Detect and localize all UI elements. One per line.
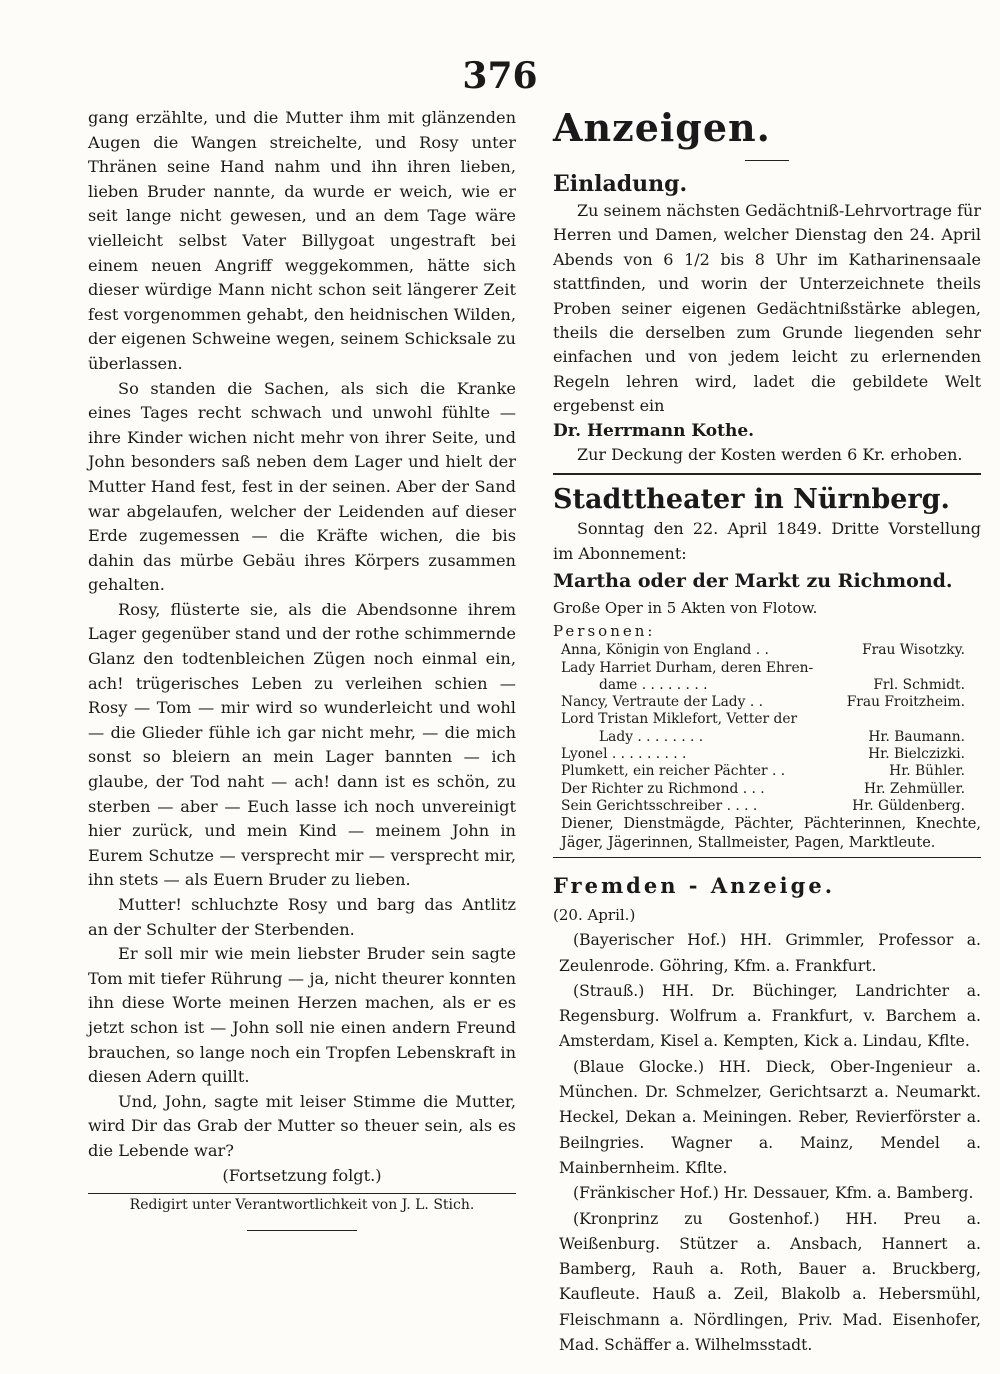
cast-row [553,711,981,728]
cast-row [553,642,981,659]
fremden-divider [553,857,981,858]
cast-role: dame . . . . . . . . [599,676,708,693]
cast-actor [965,711,981,728]
end-divider [247,1230,357,1231]
story-paragraph-5: Er soll mir wie mein liebster Bruder sein sagte Tom mit tiefer Rührung — ja, nicht theurer konnten ihn diese Worte meinen Herzen machen, als er es jetzt schon ist — John soll nie einen andern Freund brauchen, so lange noch ein Tropfen Lebenskraft in diesen Adern quillt. [88,944,516,1087]
cast-actor: Hr. Bühler. [889,763,965,780]
invitation-signature: Dr. Herrmann Kothe. [553,420,755,441]
invitation-heading: Einladung. [553,171,688,197]
cast-row [553,746,981,763]
imprint-line: Redigirt unter Verantwortlichkeit von J. L. Stich. [129,1197,475,1214]
theater-intro: Sonntag den 22. April 1849. Dritte Vorstellung im Abonnement: [553,519,981,563]
visitors-entry: (Strauß.) HH. Dr. Büchinger, Landrichter a. Regensburg. Wolfrum a. Frankfurt, v. Barchem a. Amsterdam, Kisel a. Kempten, Kick a. Lindau, Kfltе. [559,981,981,1051]
visitors-heading: Fremden - Anzeige. [553,873,836,899]
visitors-entry: (Kronprinz zu Gostenhof.) HH. Preu a. Weißenburg. Stützer a. Ansbach, Hannert a. Bamberg, Rauh a. Roth, Bauer a. Bruckberg, Kaufleute. Hauß a. Zeil, Blakolb a. Hebersmühl, Fleischmann a. Nördlingen, Priv. Mad. Eisenhofer, Mad. Schäffer a. Wilhelmsstadt. [559,1209,981,1354]
visitors-date: (20. April.) [553,906,636,925]
invitation-cost-note: Zur Deckung der Kosten werden 6 Kr. erhoben. [577,445,963,465]
cast-actor: Frl. Schmidt. [873,676,965,693]
left-column [88,106,516,1231]
cast-role: Der Richter zu Richmond . . . [561,780,765,797]
cast-row [553,694,981,711]
cast-label: Personen: [553,622,656,641]
cast-actor: Hr. Zehmüller. [864,780,965,797]
invitation-text: Zu seinem nächsten Gedächtniß-Lehrvortrage für Herren und Damen, welcher Dienstag den 24. April Abends von 6 1/2 bis 8 Uhr im Katharinensaale stattfinden, und worin der Unterzeichnete theils Proben seiner eigenen Gedächtnißstärke ablegen, theils die derselben zum Grunde liegenden sehr einfachen und von jedem leicht zu erlernenden Regeln lehren wird, ladet die gebildete Welt ergebenst ein [553,201,981,416]
cast-row [553,660,981,677]
continuation-note: (Fortsetzung folgt.) [222,1165,382,1185]
visitors-entry: (Fränkischer Hof.) Hr. Dessauer, Kfm. a. Bamberg. [573,1184,974,1203]
right-column [553,100,981,1358]
theater-heading: Stadttheater in Nürnberg. [553,484,950,516]
story-paragraph-1: gang erzählte, und die Mutter ihm mit glänzenden Augen die Wangen streichelte, und Rosy unter Thränen seine Hand nahm und ihn ihren lieben, lieben Bruder nannte, da wurde er weich, wie er seit lange nicht gewesen, und an dem Tage wäre vielleicht selbst Vater Billygoat ungestraft bei einem neuen Angriff weggekommen, hätte sich dieser würdige Mann nicht schon seit längerer Zeit fest vorgenommen gehabt, den heidnischen Wilden, der eigenen Schweine wegen, seinem Schicksale zu überlassen. [88,108,516,373]
cast-extras: Diener, Dienstmägde, Pächter, Pächterinnen, Knechte, Jäger, Jägerinnen, Stallmeister, Pagen, Marktleute. [561,816,981,852]
cast-role: Anna, Königin von England . . [561,642,769,659]
cast-row [553,677,981,694]
heading-divider [745,160,789,161]
cast-row [553,781,981,798]
cast-actor: Frau Wisotzky. [862,642,965,659]
cast-actor: Hr. Baumann. [868,728,965,745]
cast-role: Plumkett, ein reicher Pächter . . [561,763,786,780]
visitors-entry: (Blaue Glocke.) HH. Dieck, Ober-Ingenieur a. München. Dr. Schmelzer, Gerichtsarzt a. Neumarkt. Heckel, Dekan a. Meiningen. Reber, Revierförster a. Beilngries. Wagner a. Mainz, Mendel a. Mainbernheim. Kflte. [559,1057,981,1177]
cast-list [553,642,981,815]
play-title: Martha oder der Markt zu Richmond. [553,570,953,593]
cast-role: Nancy, Vertraute der Lady . . [561,694,763,711]
page-number: 376 [462,55,538,97]
play-subtitle: Große Oper in 5 Akten von Flotow. [553,599,818,618]
cast-actor [965,660,981,677]
story-paragraph-3: Rosy, flüsterte sie, als die Abendsonne ihrem Lager gegenüber stand und der rothe schimmernde Glanz den todtenbleichen Zügen noch einmal ein, ach! trügerisches Leben zu verleihen schien — Rosy — Tom — mir wird so wunderleicht und wohl — die Glieder fühle ich gar nicht mehr, — die mich sonst so bleiern an mein Lager bannten — ich glaube, der Tod naht — ach! dann ist es schön, zu sterben — aber — Euch lasse ich noch unvereinigt hier zurück, und mein Kind — meinem John in Eurem Schutze — versprecht mir — versprecht mir, ihn stets — als Euern Bruder zu lieben. [88,599,516,890]
cast-actor: Hr. Güldenberg. [852,797,965,814]
cast-actor: Frau Froitzheim. [846,694,965,711]
announcements-heading: Anzeigen. [553,105,771,150]
cast-row [553,763,981,780]
cast-role: Lyonel . . . . . . . . . [561,746,687,763]
story-paragraph-2: So standen die Sachen, als sich die Kranke eines Tages recht schwach und unwohl fühlte — ihre Kinder wichen nicht mehr von ihrer Seite, und John besonders saß neben dem Lager und hielt der Mutter Hand fest, fest in der seinen. Aber der Sand war abgelaufen, welcher der Leidenden auf dieser Erde zugemessen — die Kräfte wichen, die bis dahin das mürbe Gebäu ihres Körpers zusammen gehalten. [88,378,516,595]
cast-role: Sein Gerichtsschreiber . . . . [561,797,758,814]
story-paragraph-4: Mutter! schluchzte Rosy und barg das Antlitz an der Schulter der Sterbenden. [88,895,516,939]
visitors-entry: (Bayerischer Hof.) HH. Grimmler, Professor a. Zeulenrode. Göhring, Kfm. a. Frankfurt. [559,931,981,975]
cast-role: Lady Harriet Durham, deren Ehren- [561,659,814,676]
cast-row [553,798,981,815]
cast-row [553,729,981,746]
cast-actor: Hr. Bielczizki. [868,746,965,763]
cast-role: Lord Tristan Miklefort, Vetter der [561,711,798,728]
theater-divider [553,473,981,475]
cast-role: Lady . . . . . . . . [599,728,704,745]
story-paragraph-6: Und, John, sagte mit leiser Stimme die Mutter, wird Dir das Grab der Mutter so theuer sein, als es die Lebende war? [88,1091,516,1160]
